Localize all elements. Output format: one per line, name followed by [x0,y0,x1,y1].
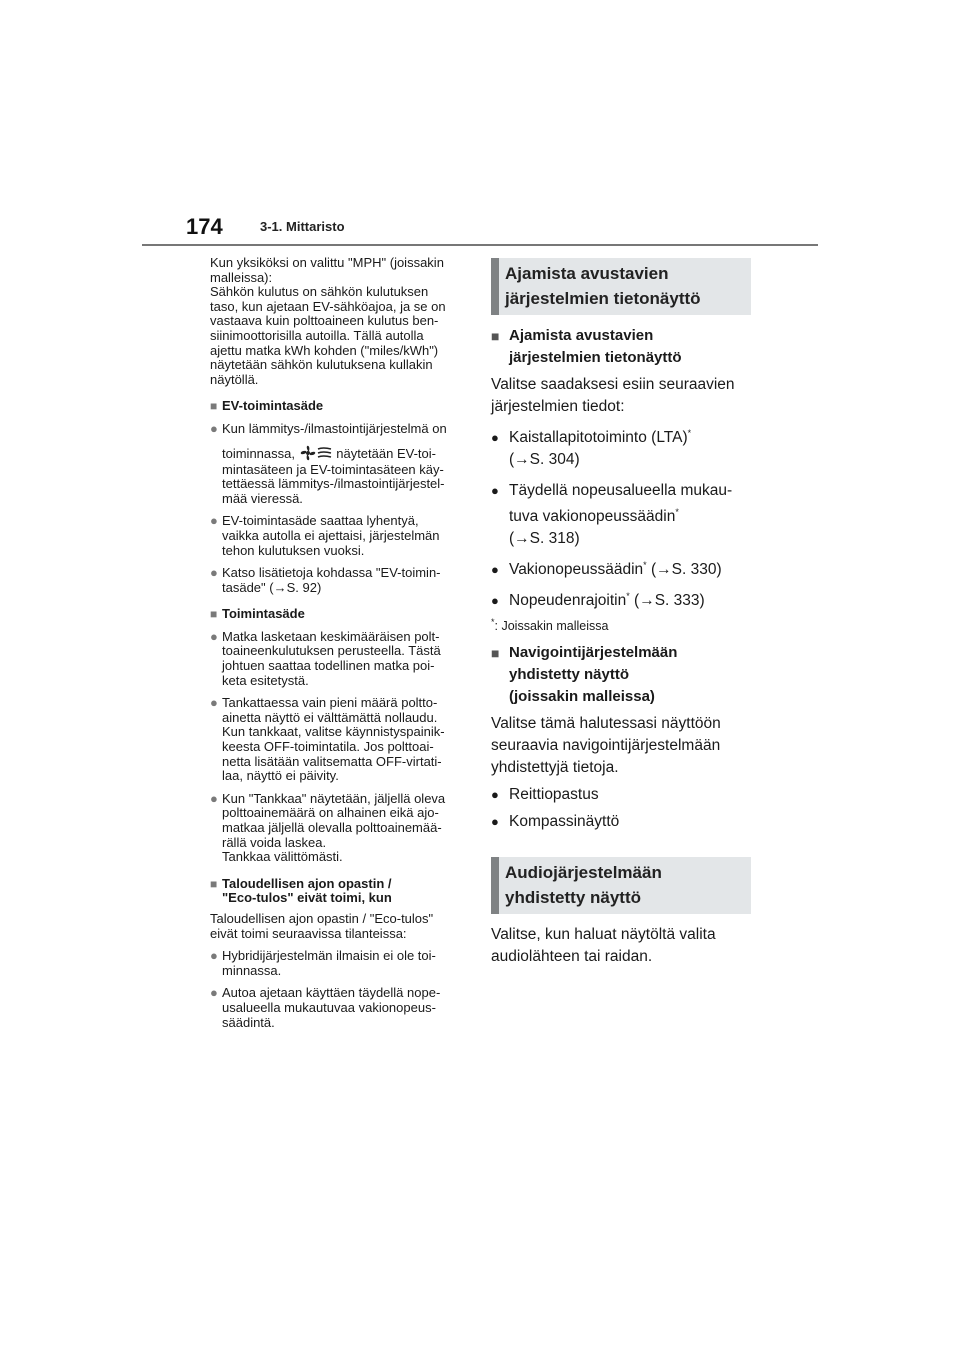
dot-bullet-icon: ● [210,695,218,711]
dot-bullet-icon: ● [491,593,499,608]
dot-bullet-icon: ● [210,948,218,964]
square-bullet-icon: ■ [210,607,218,622]
heading-range: ■ Toimintasäde [210,606,305,622]
page-reference-link[interactable]: (→S. 333) [634,592,705,609]
list-item: ● Hybridijärjestelmän ilmaisin ei ole toi- minnassa. [210,948,436,978]
section-title: 3-1. Mittaristo [260,219,345,234]
list-item: ● Vakionopeussäädin* (→S. 330) [491,559,751,581]
footnote: *: Joissakin malleissa [491,616,609,633]
dot-bullet-icon: ● [491,430,499,445]
heading-driving-assist-info: ■ Ajamista avustavien järjestelmien tietonäyttö [491,325,751,369]
dot-bullet-icon: ● [210,790,218,806]
dot-bullet-icon: ● [491,562,499,577]
page-reference-link[interactable]: (→S. 318) [509,530,580,547]
dot-bullet-icon: ● [491,814,499,829]
dot-bullet-icon: ● [210,985,218,1001]
list-item: ● Katso lisätietoja kohdassa "EV-toimin- tasäde" (→S. 92) [210,566,474,595]
list-item: ● Kompassinäyttö [491,811,751,833]
dot-bullet-icon: ● [491,787,499,802]
heading-eco-guide: ■ Taloudellisen ajon opastin / "Eco-tulos" eivät toimi, kun [210,875,392,906]
right-column [491,258,751,968]
dot-bullet-icon: ● [210,420,218,436]
list-item: ● Nopeudenrajoitin* (→S. 333) [491,590,751,612]
dot-bullet-icon: ● [210,565,218,581]
list-item: ● EV-toimintasäde saattaa lyhentyä, vaikka autolla ei ajettaisi, järjestelmän tehon kulutuksen vuoksi. [210,513,440,558]
audio-paragraph: Valitse, kun haluat näytöltä valita audiolähteen tai raidan. [491,926,716,965]
list-item: ● Kun lämmitys-/ilmastointijärjestelmä on toiminnassa, näytetään EV-toi- mintasäteen ja EV-toimintasäteen käy- tettäessä lämmitys-/ilmastointijärjestel- mää vieressä. [210,420,447,506]
dot-bullet-icon: ● [210,628,218,644]
dot-bullet-icon: ● [491,483,499,498]
square-bullet-icon: ■ [210,876,218,891]
eco-paragraph: Taloudellisen ajon opastin / "Eco-tulos" eivät toimi seuraavissa tilanteissa: [210,910,434,941]
square-bullet-icon: ■ [491,328,500,344]
square-bullet-icon: ■ [491,645,500,661]
list-item: ● Reittiopastus [491,784,751,806]
header-divider [142,244,818,246]
page-reference-link[interactable]: tasäde" (→S. 92) [222,579,322,595]
list-item: ● Matka lasketaan keskimääräisen polt- toaineenkulutuksen perusteella. Tästä johtuen saattaa todellinen matka poi- keta esitetystä. [210,628,441,688]
driving-assist-paragraph: Valitse saadaksesi esiin seuraavien järjestelmien tiedot: [491,376,735,415]
list-item: ● Kaistallapitotoiminto (LTA)* (→S. 304) [491,427,751,471]
page-reference-link[interactable]: (→S. 330) [650,561,722,578]
intro-paragraph: Kun yksiköksi on valittu "MPH" (joissakin malleissa): Sähkön kulutus on sähkön kulutuksen taso, kun ajetaan EV-sähköajoa, ja se on vastaava kuin polttoaineen kulutus ben- siinimoottorisilla autoilla. Tällä autolla ajettu matka kWh kohden ("miles/kWh") näytetään sähkön kulutuksena kullakin näytöllä. [210,255,446,387]
list-item: ● Kun "Tankkaa" näytetään, jäljellä oleva polttoainemäärä on alhainen eikä ajo- matkaa jäljellä olevalla polttoainemää- rällä voida laskea. Tankkaa välittömästi. [210,790,446,865]
page-reference-link[interactable]: (→S. 304) [509,451,580,468]
left-column [210,256,474,1030]
fan-airflow-icon [299,443,333,463]
section-box-audio: Audiojärjestelmään yhdistetty näyttö [491,857,751,914]
navigation-paragraph: Valitse tämä halutessasi näyttöön seuraavia navigointijärjestelmään yhdistettyjä tietoja. [491,715,721,776]
square-bullet-icon: ■ [210,399,218,414]
list-item: ● Autoa ajetaan käyttäen täydellä nope- usalueella mukautuvaa vakionopeus- säädintä. [210,985,441,1030]
section-box-driving-assist: Ajamista avustavien järjestelmien tietonäyttö [491,258,751,315]
dot-bullet-icon: ● [210,513,218,529]
list-item: ● Täydellä nopeusalueella mukau- tuva vakionopeussäädin* (→S. 318) [491,480,751,550]
heading-navigation-display: ■ Navigointijärjestelmään yhdistetty näyttö (joissakin malleissa) [491,642,751,708]
heading-ev-range: ■ EV-toimintasäde [210,398,324,414]
page-number: 174 [186,214,223,239]
list-item: ● Tankattaessa vain pieni määrä poltto- ainetta näyttö ei välttämättä nollaudu. Kun tankkaat, valitse käynnistyspainik- keesta OFF-toimintatila. Jos polttoai- netta lisätään valitsematta OFF-virtati- laa, näyttö ei päivity. [210,695,445,784]
